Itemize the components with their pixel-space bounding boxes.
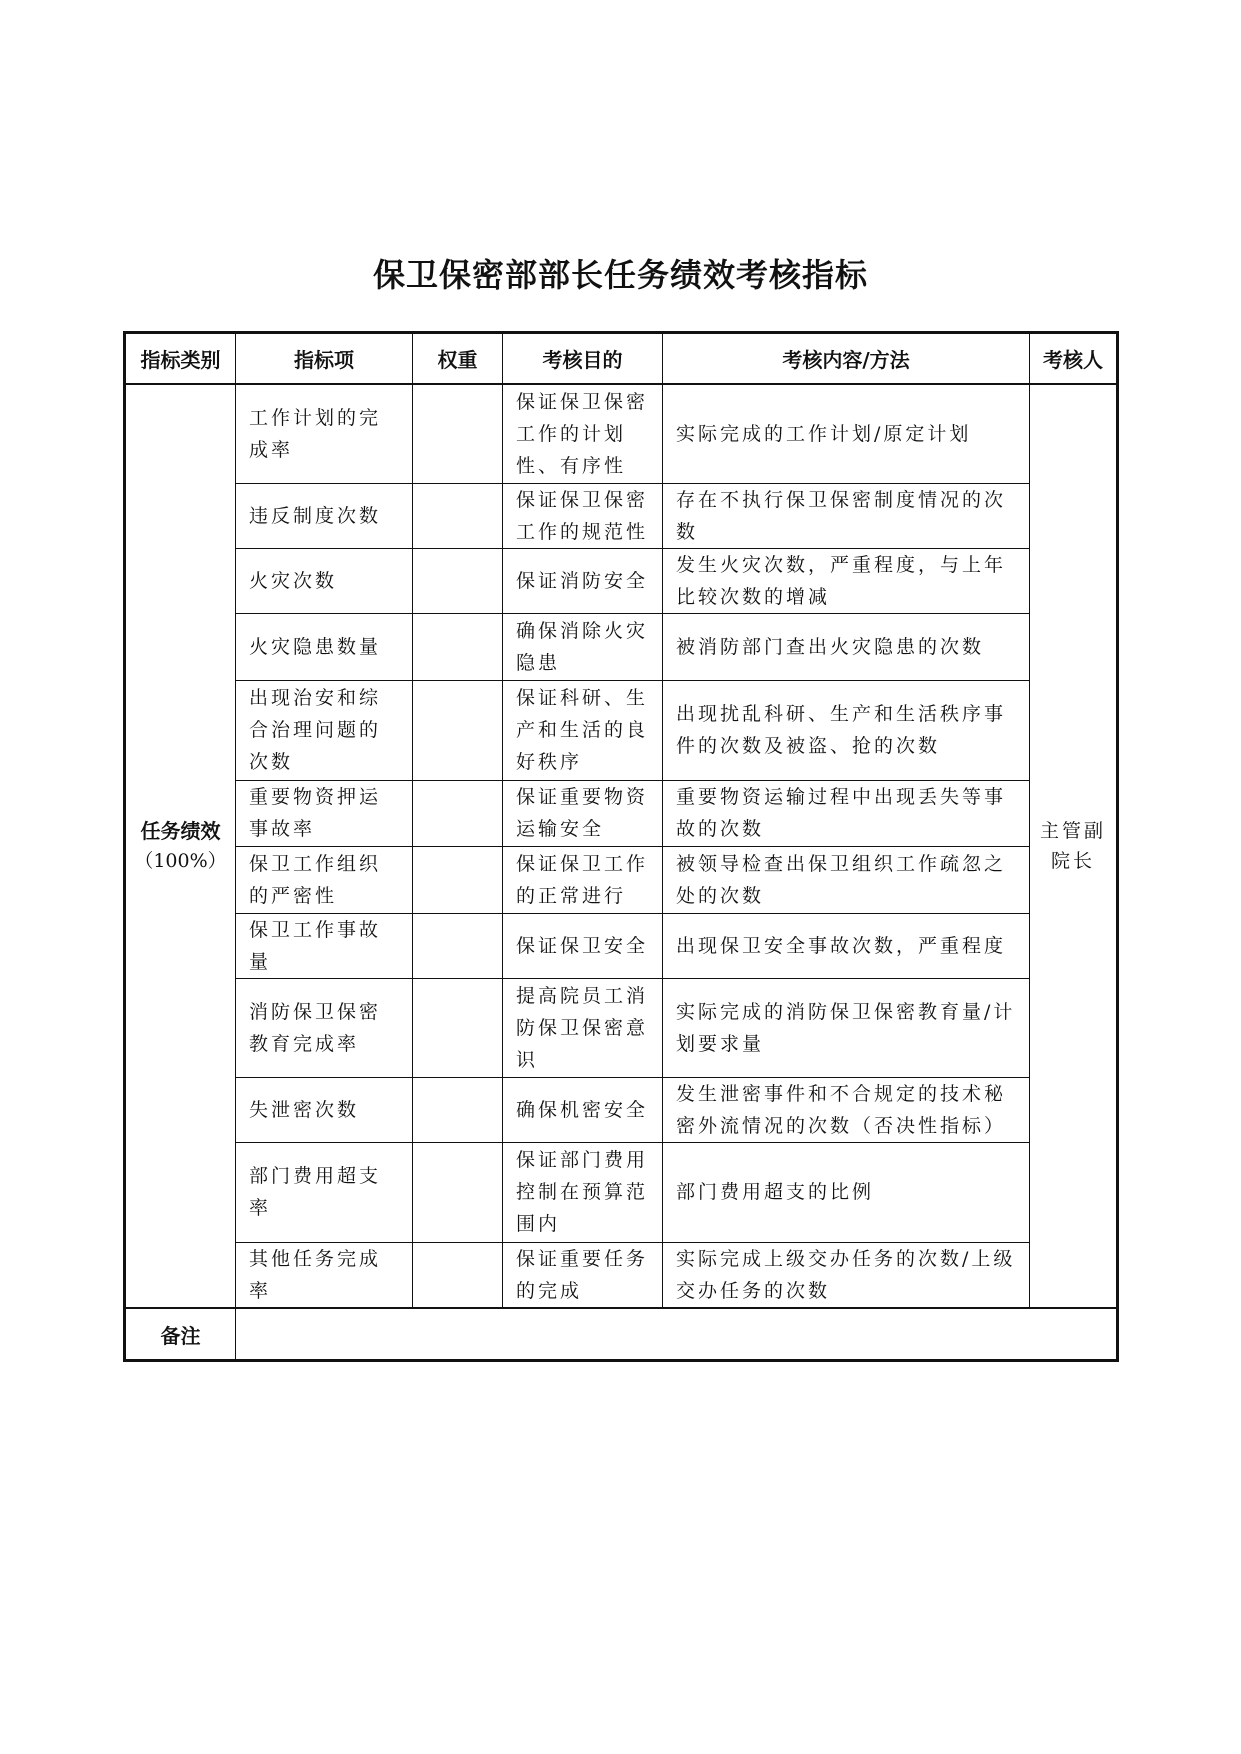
- purpose-cell: 保证科研、生产和生活的良好秩序: [503, 680, 663, 780]
- weight-cell: [413, 548, 503, 613]
- table-row: [125, 846, 1118, 913]
- table-row: [125, 913, 1118, 978]
- purpose-cell: 确保消除火灾隐患: [503, 613, 663, 680]
- notes-value: [236, 1308, 1118, 1361]
- category-label: 任务绩效: [140, 819, 221, 843]
- indicator-item: 保卫工作事故量: [236, 913, 413, 978]
- assessment-table: [123, 331, 1119, 1362]
- table-row: [125, 978, 1118, 1077]
- table-row: [125, 483, 1118, 548]
- purpose-cell: 保证消防安全: [503, 548, 663, 613]
- header-weight: 权重: [413, 333, 503, 385]
- notes-label: 备注: [125, 1308, 236, 1361]
- indicator-item: 出现治安和综合治理问题的次数: [236, 680, 413, 780]
- header-method: 考核内容/方法: [663, 333, 1030, 385]
- method-cell: 发生火灾次数，严重程度，与上年比较次数的增减: [663, 548, 1030, 613]
- header-item: 指标项: [236, 333, 413, 385]
- purpose-cell: 保证重要物资运输安全: [503, 780, 663, 846]
- header-reviewer: 考核人: [1030, 333, 1118, 385]
- document-title: 保卫保密部部长任务绩效考核指标: [372, 256, 868, 294]
- weight-cell: [413, 978, 503, 1077]
- method-cell: 重要物资运输过程中出现丢失等事故的次数: [663, 780, 1030, 846]
- purpose-cell: 保证保卫工作的正常进行: [503, 846, 663, 913]
- indicator-item: 保卫工作组织的严密性: [236, 846, 413, 913]
- notes-row: [125, 1308, 1118, 1361]
- method-cell: 被消防部门查出火灾隐患的次数: [663, 613, 1030, 680]
- method-cell: 被领导检查出保卫组织工作疏忽之处的次数: [663, 846, 1030, 913]
- purpose-cell: 确保机密安全: [503, 1077, 663, 1142]
- table-row: [125, 613, 1118, 680]
- indicator-item: 火灾次数: [236, 548, 413, 613]
- method-cell: 存在不执行保卫保密制度情况的次数: [663, 483, 1030, 548]
- method-cell: 实际完成上级交办任务的次数/上级交办任务的次数: [663, 1242, 1030, 1308]
- weight-cell: [413, 1242, 503, 1308]
- method-cell: 部门费用超支的比例: [663, 1142, 1030, 1242]
- header-row: [125, 333, 1118, 385]
- table-row: [125, 1242, 1118, 1308]
- purpose-cell: 保证部门费用控制在预算范围内: [503, 1142, 663, 1242]
- method-cell: 实际完成的工作计划/原定计划: [663, 384, 1030, 483]
- indicator-item: 消防保卫保密教育完成率: [236, 978, 413, 1077]
- purpose-cell: 提高院员工消防保卫保密意识: [503, 978, 663, 1077]
- purpose-cell: 保证重要任务的完成: [503, 1242, 663, 1308]
- weight-cell: [413, 846, 503, 913]
- purpose-cell: 保证保卫安全: [503, 913, 663, 978]
- table-row: [125, 384, 1118, 483]
- table-row: [125, 548, 1118, 613]
- weight-cell: [413, 384, 503, 483]
- indicator-item: 失泄密次数: [236, 1077, 413, 1142]
- category-cell: [125, 384, 236, 1308]
- table-row: [125, 1077, 1118, 1142]
- weight-cell: [413, 613, 503, 680]
- table-row: [125, 1142, 1118, 1242]
- indicator-item: 火灾隐患数量: [236, 613, 413, 680]
- purpose-cell: 保证保卫保密工作的规范性: [503, 483, 663, 548]
- category-percent: （100%）: [134, 850, 227, 872]
- weight-cell: [413, 1142, 503, 1242]
- weight-cell: [413, 780, 503, 846]
- method-cell: 发生泄密事件和不合规定的技术秘密外流情况的次数（否决性指标）: [663, 1077, 1030, 1142]
- indicator-item: 工作计划的完成率: [236, 384, 413, 483]
- weight-cell: [413, 483, 503, 548]
- method-cell: 出现扰乱科研、生产和生活秩序事件的次数及被盗、抢的次数: [663, 680, 1030, 780]
- purpose-cell: 保证保卫保密工作的计划性、有序性: [503, 384, 663, 483]
- method-cell: 实际完成的消防保卫保密教育量/计划要求量: [663, 978, 1030, 1077]
- weight-cell: [413, 680, 503, 780]
- indicator-item: 其他任务完成率: [236, 1242, 413, 1308]
- table-row: [125, 780, 1118, 846]
- indicator-item: 违反制度次数: [236, 483, 413, 548]
- header-purpose: 考核目的: [503, 333, 663, 385]
- indicator-item: 部门费用超支率: [236, 1142, 413, 1242]
- table-row: [125, 680, 1118, 780]
- weight-cell: [413, 913, 503, 978]
- indicator-item: 重要物资押运事故率: [236, 780, 413, 846]
- weight-cell: [413, 1077, 503, 1142]
- method-cell: 出现保卫安全事故次数，严重程度: [663, 913, 1030, 978]
- header-category: 指标类别: [125, 333, 236, 385]
- reviewer-cell: 主管副院长: [1030, 384, 1118, 1308]
